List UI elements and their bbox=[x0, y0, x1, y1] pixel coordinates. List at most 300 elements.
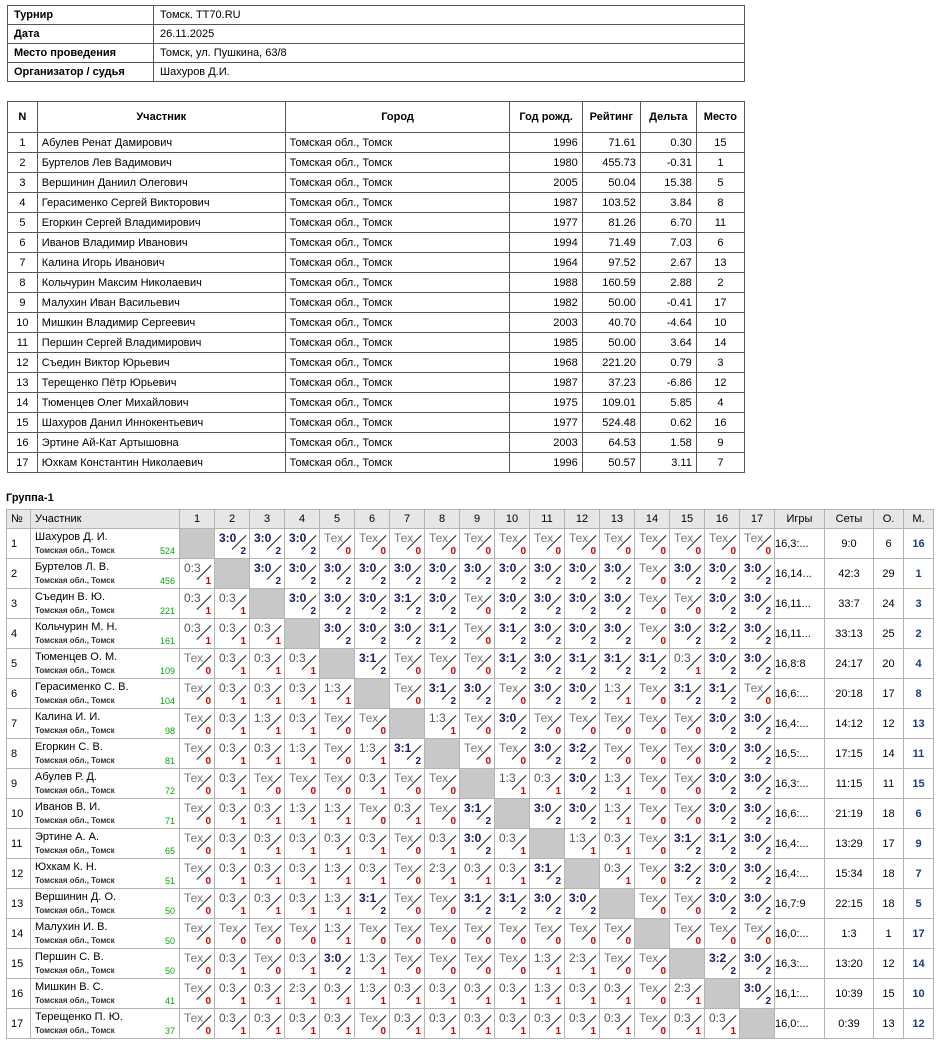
match-points: 1 bbox=[275, 996, 281, 1007]
participant-row bbox=[8, 133, 745, 153]
grid-row-number: 4 bbox=[7, 619, 31, 649]
participant-place: 17 bbox=[696, 293, 744, 313]
grid-match-cell bbox=[320, 919, 355, 949]
grid-participant-cell bbox=[31, 1009, 180, 1039]
participant-delta: 0.79 bbox=[640, 353, 696, 373]
info-row bbox=[8, 25, 745, 44]
grid-self-cell bbox=[670, 949, 705, 979]
match-points: 1 bbox=[310, 696, 316, 707]
match-score: Тех bbox=[184, 651, 204, 665]
match-points: 2 bbox=[590, 636, 596, 647]
grid-match-cell bbox=[460, 859, 495, 889]
match-points: 2 bbox=[415, 576, 421, 587]
grid-row-number: 15 bbox=[7, 949, 31, 979]
participant-place: 15 bbox=[696, 133, 744, 153]
grid-participant-cell bbox=[31, 529, 180, 559]
grid-match-cell bbox=[565, 919, 600, 949]
match-score: 0:3 bbox=[604, 861, 621, 875]
info-value: 26.11.2025 bbox=[154, 25, 745, 44]
match-points: 0 bbox=[205, 726, 211, 737]
grid-participant-rating: 81 bbox=[164, 756, 175, 766]
match-points: 2 bbox=[520, 906, 526, 917]
match-points: 0 bbox=[660, 816, 666, 827]
match-score: 3:0 bbox=[534, 741, 552, 755]
grid-games: 16,3:... bbox=[775, 949, 825, 979]
match-points: 1 bbox=[275, 756, 281, 767]
match-score: Тех bbox=[744, 921, 764, 935]
tournament-info-table bbox=[7, 5, 745, 82]
grid-match-cell bbox=[180, 739, 215, 769]
match-score: Тех bbox=[184, 981, 204, 995]
match-score: 3:0 bbox=[674, 561, 692, 575]
match-points: 2 bbox=[765, 636, 771, 647]
participant-rating: 50.00 bbox=[582, 293, 640, 313]
match-points: 0 bbox=[660, 756, 666, 767]
match-score: 3:0 bbox=[709, 711, 727, 725]
participant-name: Кольчурин Максим Николаевич bbox=[37, 273, 285, 293]
match-points: 0 bbox=[275, 966, 281, 977]
match-points: 0 bbox=[660, 726, 666, 737]
match-points: 2 bbox=[695, 696, 701, 707]
grid-match-cell bbox=[460, 919, 495, 949]
grid-points: 20 bbox=[874, 649, 904, 679]
match-points: 0 bbox=[660, 1026, 666, 1037]
match-points: 2 bbox=[660, 666, 666, 677]
match-score: 3:0 bbox=[359, 591, 377, 605]
grid-participant-rating: 161 bbox=[159, 636, 175, 646]
match-score: Тех bbox=[639, 711, 659, 725]
grid-participant-rating: 65 bbox=[164, 846, 175, 856]
match-score: Тех bbox=[569, 531, 589, 545]
match-points: 0 bbox=[450, 546, 456, 557]
match-score: 3:0 bbox=[429, 591, 447, 605]
grid-self-cell bbox=[180, 529, 215, 559]
match-points: 2 bbox=[590, 606, 596, 617]
match-score: 2:3 bbox=[674, 981, 691, 995]
grid-row bbox=[7, 589, 934, 619]
grid-header-opponent: 6 bbox=[355, 510, 390, 529]
participant-rating: 455.73 bbox=[582, 153, 640, 173]
grid-row-number: 10 bbox=[7, 799, 31, 829]
match-score: 0:3 bbox=[254, 861, 271, 875]
match-points: 0 bbox=[205, 696, 211, 707]
grid-match-cell bbox=[355, 559, 390, 589]
match-points: 1 bbox=[590, 1026, 596, 1037]
grid-match-cell bbox=[495, 829, 530, 859]
grid-match-cell bbox=[250, 979, 285, 1009]
match-score: 0:3 bbox=[534, 1011, 551, 1025]
match-points: 0 bbox=[625, 546, 631, 557]
grid-match-cell bbox=[670, 799, 705, 829]
match-score: Тех bbox=[604, 531, 624, 545]
grid-match-cell bbox=[390, 1009, 425, 1039]
match-score: Тех bbox=[394, 531, 414, 545]
grid-match-cell bbox=[705, 589, 740, 619]
match-points: 2 bbox=[485, 846, 491, 857]
match-score: 1:3 bbox=[324, 801, 341, 815]
match-score: Тех bbox=[394, 831, 414, 845]
match-points: 0 bbox=[660, 846, 666, 857]
grid-points: 12 bbox=[874, 949, 904, 979]
match-points: 1 bbox=[205, 606, 211, 617]
match-score: 3:0 bbox=[744, 771, 762, 785]
grid-participant-rating: 50 bbox=[164, 936, 175, 946]
match-score: 1:3 bbox=[289, 801, 306, 815]
grid-row-number: 3 bbox=[7, 589, 31, 619]
match-score: 0:3 bbox=[499, 981, 516, 995]
participant-number: 11 bbox=[8, 333, 38, 353]
match-points: 2 bbox=[765, 906, 771, 917]
match-points: 0 bbox=[205, 1026, 211, 1037]
participant-name: Першин Сергей Владимирович bbox=[37, 333, 285, 353]
match-points: 1 bbox=[555, 786, 561, 797]
grid-sets: 0:39 bbox=[825, 1009, 874, 1039]
grid-match-cell bbox=[320, 679, 355, 709]
match-score: 1:3 bbox=[359, 981, 376, 995]
match-points: 0 bbox=[730, 546, 736, 557]
grid-participant-rating: 456 bbox=[159, 576, 175, 586]
match-points: 1 bbox=[310, 846, 316, 857]
match-points: 0 bbox=[345, 546, 351, 557]
grid-match-cell bbox=[460, 799, 495, 829]
grid-match-cell bbox=[250, 679, 285, 709]
match-points: 2 bbox=[590, 696, 596, 707]
grid-match-cell bbox=[705, 679, 740, 709]
grid-row-number: 16 bbox=[7, 979, 31, 1009]
match-points: 1 bbox=[730, 1026, 736, 1037]
match-points: 0 bbox=[590, 726, 596, 737]
match-score: 3:0 bbox=[744, 801, 762, 815]
grid-header-opponent: 2 bbox=[215, 510, 250, 529]
match-points: 0 bbox=[485, 756, 491, 767]
grid-sets: 13:20 bbox=[825, 949, 874, 979]
match-score: Тех bbox=[639, 891, 659, 905]
grid-games: 16,14... bbox=[775, 559, 825, 589]
grid-participant-city: Томская обл., Томск bbox=[35, 996, 115, 1005]
grid-match-cell bbox=[460, 589, 495, 619]
match-score: 0:3 bbox=[219, 651, 236, 665]
match-score: Тех bbox=[639, 621, 659, 635]
match-score: 3:1 bbox=[534, 861, 552, 875]
grid-match-cell bbox=[425, 679, 460, 709]
participant-row bbox=[8, 273, 745, 293]
match-score: 3:1 bbox=[359, 651, 377, 665]
participant-rating: 160.59 bbox=[582, 273, 640, 293]
participant-rating: 37.23 bbox=[582, 373, 640, 393]
grid-match-cell bbox=[355, 649, 390, 679]
match-points: 2 bbox=[345, 606, 351, 617]
grid-match-cell bbox=[635, 559, 670, 589]
participant-place: 14 bbox=[696, 333, 744, 353]
grid-sets: 17:15 bbox=[825, 739, 874, 769]
grid-match-cell bbox=[250, 619, 285, 649]
match-score: Тех bbox=[184, 1011, 204, 1025]
grid-match-cell bbox=[285, 889, 320, 919]
match-points: 2 bbox=[590, 666, 596, 677]
grid-points: 18 bbox=[874, 799, 904, 829]
grid-place: 3 bbox=[904, 589, 934, 619]
grid-match-cell bbox=[390, 559, 425, 589]
grid-match-cell bbox=[390, 739, 425, 769]
match-points: 2 bbox=[485, 906, 491, 917]
match-points: 0 bbox=[555, 936, 561, 947]
match-score: 0:3 bbox=[219, 1011, 236, 1025]
match-points: 0 bbox=[555, 726, 561, 737]
grid-match-cell bbox=[740, 919, 775, 949]
match-score: 3:1 bbox=[394, 741, 412, 755]
grid-match-cell bbox=[530, 679, 565, 709]
grid-match-cell bbox=[740, 889, 775, 919]
grid-header-place: М. bbox=[904, 510, 934, 529]
match-points: 2 bbox=[730, 786, 736, 797]
match-points: 1 bbox=[695, 666, 701, 677]
grid-match-cell bbox=[565, 559, 600, 589]
grid-participant-city: Томская обл., Томск bbox=[35, 846, 115, 855]
participant-city: Томская обл., Томск bbox=[285, 333, 510, 353]
match-score: 3:0 bbox=[534, 651, 552, 665]
match-points: 1 bbox=[240, 696, 246, 707]
match-points: 1 bbox=[345, 1026, 351, 1037]
match-score: 3:0 bbox=[744, 621, 762, 635]
match-points: 2 bbox=[450, 636, 456, 647]
match-score: 3:0 bbox=[744, 561, 762, 575]
match-score: Тех bbox=[744, 681, 764, 695]
participant-row bbox=[8, 233, 745, 253]
match-points: 1 bbox=[590, 966, 596, 977]
grid-row bbox=[7, 619, 934, 649]
match-points: 1 bbox=[240, 606, 246, 617]
match-points: 0 bbox=[205, 846, 211, 857]
match-points: 2 bbox=[450, 606, 456, 617]
match-points: 2 bbox=[590, 576, 596, 587]
match-points: 0 bbox=[590, 936, 596, 947]
grid-match-cell bbox=[390, 799, 425, 829]
match-score: 3:0 bbox=[324, 561, 342, 575]
grid-participant-city: Томская обл., Томск bbox=[35, 696, 115, 705]
match-score: 3:0 bbox=[394, 621, 412, 635]
match-score: 3:1 bbox=[499, 651, 517, 665]
grid-place: 15 bbox=[904, 769, 934, 799]
grid-sets: 11:15 bbox=[825, 769, 874, 799]
grid-match-cell bbox=[320, 709, 355, 739]
grid-match-cell bbox=[530, 859, 565, 889]
match-score: 3:0 bbox=[289, 561, 307, 575]
participant-delta: 5.85 bbox=[640, 393, 696, 413]
grid-match-cell bbox=[215, 949, 250, 979]
participant-city: Томская обл., Томск bbox=[285, 313, 510, 333]
participant-rating: 109.01 bbox=[582, 393, 640, 413]
participant-number: 12 bbox=[8, 353, 38, 373]
grid-match-cell bbox=[250, 799, 285, 829]
match-points: 1 bbox=[345, 816, 351, 827]
grid-match-cell bbox=[250, 769, 285, 799]
participant-city: Томская обл., Томск bbox=[285, 213, 510, 233]
match-score: 3:1 bbox=[709, 681, 727, 695]
participant-delta: 6.70 bbox=[640, 213, 696, 233]
grid-match-cell bbox=[320, 559, 355, 589]
match-score: Тех bbox=[184, 951, 204, 965]
match-points: 2 bbox=[310, 576, 316, 587]
grid-place: 6 bbox=[904, 799, 934, 829]
match-score: Тех bbox=[184, 741, 204, 755]
match-points: 0 bbox=[625, 966, 631, 977]
match-score: 0:3 bbox=[289, 651, 306, 665]
grid-participant-name: Эртине А. А. bbox=[35, 831, 100, 843]
match-points: 1 bbox=[380, 996, 386, 1007]
match-score: 0:3 bbox=[429, 981, 446, 995]
grid-match-cell bbox=[670, 619, 705, 649]
match-score: 0:3 bbox=[184, 591, 201, 605]
match-points: 1 bbox=[450, 1026, 456, 1037]
match-score: 0:3 bbox=[604, 1011, 621, 1025]
grid-self-cell bbox=[565, 859, 600, 889]
match-points: 0 bbox=[695, 936, 701, 947]
grid-sets: 42:3 bbox=[825, 559, 874, 589]
participant-place: 8 bbox=[696, 193, 744, 213]
match-score: Тех bbox=[639, 681, 659, 695]
grid-match-cell bbox=[705, 619, 740, 649]
grid-match-cell bbox=[215, 739, 250, 769]
match-points: 1 bbox=[555, 996, 561, 1007]
participant-birth-year: 1982 bbox=[510, 293, 582, 313]
grid-participant-name: Кольчурин М. Н. bbox=[35, 621, 118, 633]
match-score: 2:3 bbox=[429, 861, 446, 875]
grid-match-cell bbox=[285, 739, 320, 769]
participant-number: 16 bbox=[8, 433, 38, 453]
grid-match-cell bbox=[215, 709, 250, 739]
grid-participant-cell bbox=[31, 799, 180, 829]
participant-place: 3 bbox=[696, 353, 744, 373]
grid-participant-rating: 51 bbox=[164, 876, 175, 886]
grid-match-cell bbox=[740, 619, 775, 649]
match-points: 1 bbox=[310, 996, 316, 1007]
grid-match-cell bbox=[180, 829, 215, 859]
grid-match-cell bbox=[180, 709, 215, 739]
participant-rating: 50.00 bbox=[582, 333, 640, 353]
match-points: 2 bbox=[415, 756, 421, 767]
match-score: 3:0 bbox=[464, 561, 482, 575]
participant-place: 4 bbox=[696, 393, 744, 413]
match-points: 0 bbox=[205, 666, 211, 677]
grid-match-cell bbox=[635, 799, 670, 829]
match-points: 2 bbox=[730, 966, 736, 977]
match-points: 1 bbox=[345, 936, 351, 947]
match-points: 1 bbox=[485, 876, 491, 887]
match-score: 3:0 bbox=[429, 561, 447, 575]
participant-number: 15 bbox=[8, 413, 38, 433]
participant-rating: 64.53 bbox=[582, 433, 640, 453]
grid-match-cell bbox=[180, 679, 215, 709]
match-score: 3:0 bbox=[569, 771, 587, 785]
match-points: 0 bbox=[660, 996, 666, 1007]
participant-place: 1 bbox=[696, 153, 744, 173]
match-points: 1 bbox=[275, 846, 281, 857]
match-points: 0 bbox=[660, 786, 666, 797]
participant-delta: 3.11 bbox=[640, 453, 696, 473]
grid-match-cell bbox=[740, 769, 775, 799]
grid-games: 16,6:... bbox=[775, 799, 825, 829]
match-score: Тех bbox=[429, 651, 449, 665]
participant-name: Тюменцев Олег Михайлович bbox=[37, 393, 285, 413]
participant-name: Юхкам Константин Николаевич bbox=[37, 453, 285, 473]
participant-city: Томская обл., Томск bbox=[285, 353, 510, 373]
grid-match-cell bbox=[390, 859, 425, 889]
match-points: 0 bbox=[660, 876, 666, 887]
participant-delta: 0.30 bbox=[640, 133, 696, 153]
match-score: Тех bbox=[674, 891, 694, 905]
match-points: 0 bbox=[590, 546, 596, 557]
grid-match-cell bbox=[530, 1009, 565, 1039]
match-score: 3:1 bbox=[709, 831, 727, 845]
match-points: 1 bbox=[310, 816, 316, 827]
match-score: 0:3 bbox=[289, 891, 306, 905]
match-score: 0:3 bbox=[499, 1011, 516, 1025]
match-score: 1:3 bbox=[324, 921, 341, 935]
match-score: 0:3 bbox=[219, 951, 236, 965]
match-points: 1 bbox=[520, 996, 526, 1007]
match-score: Тех bbox=[639, 531, 659, 545]
grid-match-cell bbox=[250, 649, 285, 679]
grid-participant-name: Абулев Р. Д. bbox=[35, 771, 97, 783]
grid-row bbox=[7, 739, 934, 769]
grid-games: 16,4:... bbox=[775, 709, 825, 739]
participant-row bbox=[8, 213, 745, 233]
grid-match-cell bbox=[565, 529, 600, 559]
match-score: Тех bbox=[359, 531, 379, 545]
match-score: 0:3 bbox=[604, 981, 621, 995]
grid-sets: 1:3 bbox=[825, 919, 874, 949]
participant-number: 14 bbox=[8, 393, 38, 413]
grid-match-cell bbox=[530, 919, 565, 949]
grid-match-cell bbox=[670, 709, 705, 739]
grid-self-cell bbox=[460, 769, 495, 799]
match-score: Тех bbox=[569, 921, 589, 935]
grid-match-cell bbox=[670, 1009, 705, 1039]
participant-row bbox=[8, 153, 745, 173]
grid-match-cell bbox=[320, 859, 355, 889]
participant-number: 1 bbox=[8, 133, 38, 153]
match-score: 3:0 bbox=[534, 891, 552, 905]
grid-match-cell bbox=[355, 979, 390, 1009]
grid-match-cell bbox=[495, 889, 530, 919]
grid-match-cell bbox=[460, 709, 495, 739]
grid-match-cell bbox=[425, 979, 460, 1009]
participant-rating: 71.49 bbox=[582, 233, 640, 253]
match-score: 3:1 bbox=[464, 801, 482, 815]
match-score: Тех bbox=[184, 681, 204, 695]
grid-match-cell bbox=[215, 799, 250, 829]
match-score: Тех bbox=[499, 681, 519, 695]
participant-number: 7 bbox=[8, 253, 38, 273]
grid-self-cell bbox=[705, 979, 740, 1009]
grid-match-cell bbox=[635, 709, 670, 739]
match-points: 1 bbox=[625, 816, 631, 827]
grid-participant-city: Томская обл., Томск bbox=[35, 786, 115, 795]
participant-city: Томская обл., Томск bbox=[285, 133, 510, 153]
grid-match-cell bbox=[250, 919, 285, 949]
grid-match-cell bbox=[740, 859, 775, 889]
grid-match-cell bbox=[425, 1009, 460, 1039]
match-score: Тех bbox=[394, 921, 414, 935]
grid-participant-name: Мишкин В. С. bbox=[35, 981, 104, 993]
match-score: 3:1 bbox=[569, 651, 587, 665]
grid-match-cell bbox=[740, 589, 775, 619]
match-points: 0 bbox=[520, 696, 526, 707]
grid-match-cell bbox=[565, 829, 600, 859]
participant-number: 4 bbox=[8, 193, 38, 213]
grid-match-cell bbox=[495, 709, 530, 739]
match-score: 3:0 bbox=[709, 771, 727, 785]
